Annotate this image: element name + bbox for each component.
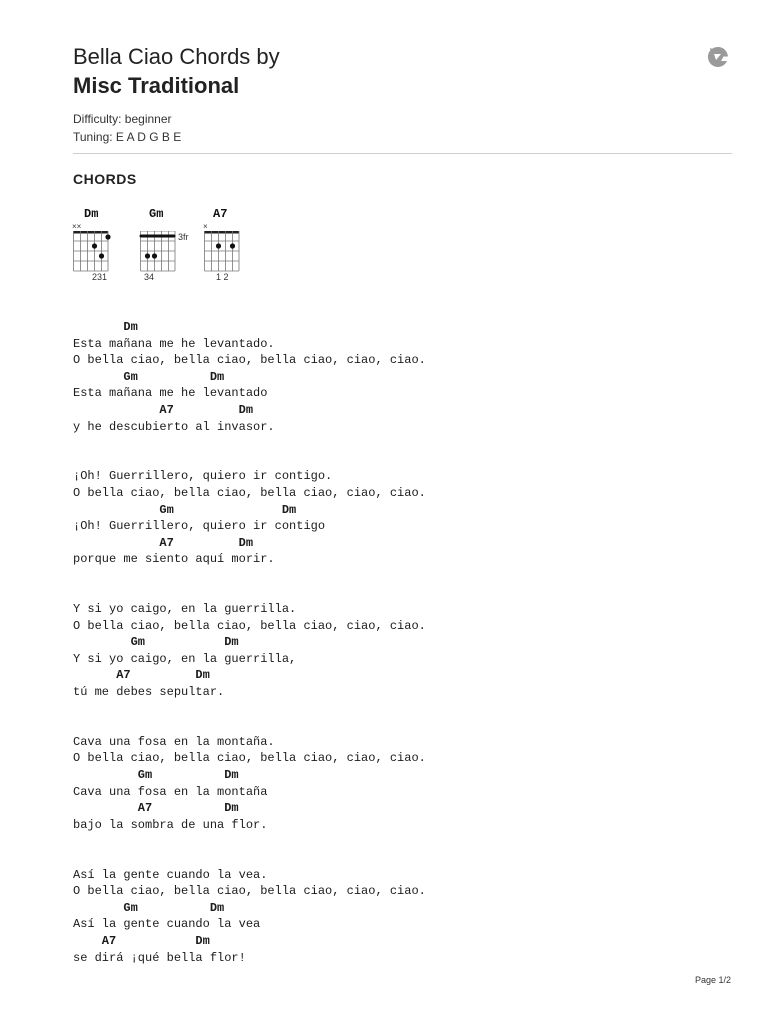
chord-fingering: 231 [92,272,108,282]
fretboard-grid [72,231,112,273]
chord-diagram-dm [72,205,132,285]
lyric-line: Y si yo caigo, en la guerrilla, [73,651,297,666]
lyric-line: tú me debes sepultar. [73,685,225,700]
artist-name: Misc Traditional [73,73,240,98]
fretboard-grid [203,231,243,273]
chord-line: Gm Dm [73,768,239,783]
chord-line: Dm [73,320,138,334]
lyric-line: Esta mañana me he levantado [73,386,268,401]
fret-number: 3fr [178,232,189,242]
chord-diagram-gm [139,205,199,285]
lyric-line: ¡Oh! Guerrillero, quiero ir contigo [73,519,326,534]
lyric-line: Así la gente cuando la vea [73,917,261,932]
chord-line: Gm Dm [73,369,225,384]
difficulty-text: Difficulty: beginner [73,112,172,126]
chord-line: Gm Dm [73,900,225,915]
lyric-line: Y si yo caigo, en la guerrilla. [73,602,297,617]
blank-line [73,701,426,718]
lyric-line: Cava una fosa en la montaña. [73,734,275,749]
song-title: Bella Ciao Chords by [73,44,280,69]
lyric-line: Así la gente cuando la vea. [73,867,268,882]
chord-line: A7 Dm [73,668,210,683]
lyric-line: bajo la sombra de una flor. [73,817,268,832]
lyric-line: O bella ciao, bella ciao, bella ciao, ciao, ciao. [73,353,426,368]
blank-line [73,585,426,602]
page-number: Page 1/2 [694,975,731,985]
chord-name: Gm [149,207,164,221]
chord-line: A7 Dm [73,402,254,417]
fretboard-grid [139,231,179,273]
chord-diagram-a7 [203,205,263,285]
lyric-line: O bella ciao, bella ciao, bella ciao, ciao, ciao. [73,751,426,766]
lyric-line: Cava una fosa en la montaña [73,784,268,799]
chord-line: A7 Dm [73,535,254,550]
ug-logo-icon [704,44,732,72]
lyric-line: ¡Oh! Guerrillero, quiero ir contigo. [73,469,333,484]
song-lyrics [73,319,426,966]
tuning-text: Tuning: E A D G B E [73,130,182,144]
lyric-line: porque me siento aquí morir. [73,552,275,567]
lyric-line: O bella ciao, bella ciao, bella ciao, ciao, ciao. [73,884,426,899]
chord-line: Gm Dm [73,502,297,517]
chord-name: Dm [84,207,99,221]
blank-line [73,850,426,867]
chord-name: A7 [213,207,228,221]
lyric-line: y he descubierto al invasor. [73,419,275,434]
lyric-line: O bella ciao, bella ciao, bella ciao, ciao, ciao. [73,618,426,633]
lyric-line: O bella ciao, bella ciao, bella ciao, ciao, ciao. [73,485,426,500]
chord-line: A7 Dm [73,933,210,948]
blank-line [73,568,426,585]
chord-line: Gm Dm [73,635,239,650]
blank-line [73,717,426,734]
chord-line: A7 Dm [73,801,239,816]
chords-section-title: CHORDS [73,171,137,187]
mute-markers: ×× [72,222,82,231]
chord-fingering: 1 2 [216,272,229,282]
blank-line [73,452,426,469]
chord-fingering: 34 [144,272,155,282]
blank-line [73,833,426,850]
lyric-line: Esta mañana me he levantado. [73,336,275,351]
blank-line [73,435,426,452]
header-divider [73,153,732,154]
mute-markers: × [203,222,208,231]
lyric-line: se dirá ¡qué bella flor! [73,950,246,965]
